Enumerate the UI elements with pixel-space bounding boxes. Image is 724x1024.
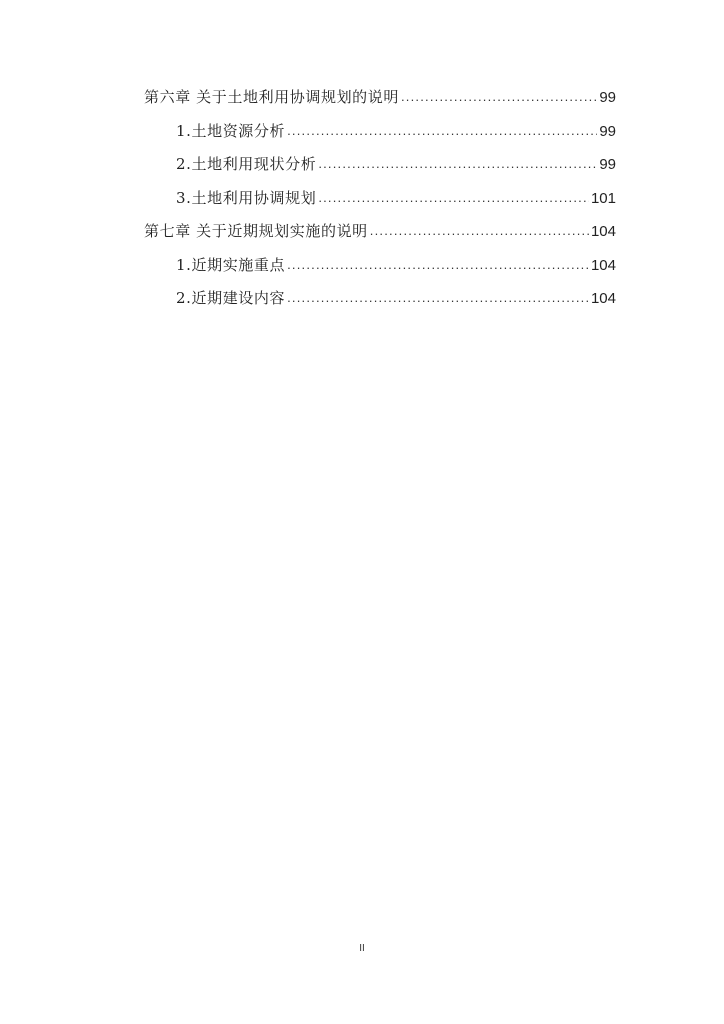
page-number: II	[359, 943, 365, 954]
toc-entry-title: 3.土地利用协调规划	[176, 188, 317, 207]
toc-dot-leader	[287, 123, 597, 138]
toc-entry-land-resource-analysis[interactable]	[144, 120, 616, 154]
toc-entry-title: 1.近期实施重点	[176, 255, 286, 274]
toc-entry-page: 104	[590, 256, 616, 274]
toc-dot-leader	[318, 156, 597, 171]
toc-entry-page: 104	[590, 223, 616, 240]
toc-entry-page: 99	[599, 122, 616, 140]
toc-entry-page: 104	[590, 290, 616, 307]
toc-entry-chapter-6[interactable]	[144, 86, 616, 120]
toc-entry-title: 2.近期建设内容	[176, 289, 286, 307]
toc-entry-land-use-coordination[interactable]	[144, 187, 616, 221]
toc-entry-page: 99	[599, 89, 616, 106]
toc-dot-leader	[370, 223, 589, 238]
toc-entry-title: 第六章 关于土地利用协调规划的说明	[144, 88, 399, 106]
toc-entry-page: 99	[599, 156, 616, 173]
toc-entry-near-term-construction[interactable]	[144, 287, 616, 321]
toc-dot-leader	[287, 257, 589, 272]
toc-dot-leader	[287, 290, 589, 305]
toc-entry-near-term-priorities[interactable]	[144, 254, 616, 288]
toc-dot-leader	[318, 190, 589, 205]
toc-entry-title: 2.土地利用现状分析	[176, 155, 317, 173]
toc-entry-land-use-status[interactable]	[144, 153, 616, 187]
table-of-contents	[144, 86, 616, 321]
toc-dot-leader	[401, 89, 597, 104]
toc-entry-page: 101	[590, 189, 616, 207]
toc-entry-title: 1.土地资源分析	[176, 121, 286, 140]
toc-entry-title: 第七章 关于近期规划实施的说明	[144, 222, 368, 240]
toc-entry-chapter-7[interactable]	[144, 220, 616, 254]
